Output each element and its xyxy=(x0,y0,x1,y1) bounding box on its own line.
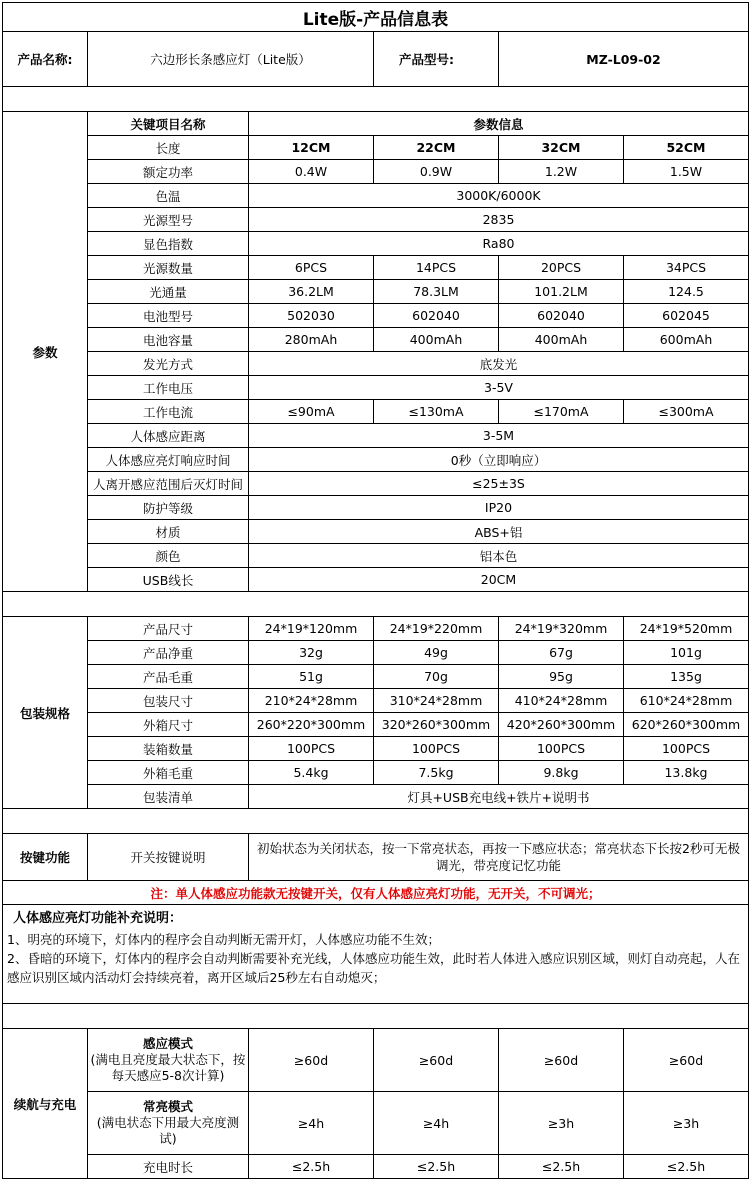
param-label: 颜色 xyxy=(88,544,249,568)
param-value: 0.4W xyxy=(249,160,374,184)
sensing-value: ≥60d xyxy=(374,1029,499,1092)
packaging-value: 410*24*28mm xyxy=(499,689,624,713)
packaging-section-label: 包装规格 xyxy=(3,617,88,809)
param-value: 600mAh xyxy=(624,328,749,352)
col-header-info: 参数信息 xyxy=(249,112,749,136)
sensing-value: ≥60d xyxy=(624,1029,749,1092)
sensing-mode-desc: (满电且亮度最大状态下，按每天感应5-8次计算) xyxy=(90,1052,246,1083)
param-label: 工作电流 xyxy=(88,400,249,424)
charge-time-value: ≤2.5h xyxy=(499,1155,624,1179)
param-value: 3-5M xyxy=(249,424,749,448)
param-label: 光通量 xyxy=(88,280,249,304)
sensing-value: ≥60d xyxy=(499,1029,624,1092)
param-value: 20PCS xyxy=(499,256,624,280)
param-value: ≤25±3S xyxy=(249,472,749,496)
param-value: 124.5 xyxy=(624,280,749,304)
always-on-mode-title: 常亮模式 xyxy=(142,1099,193,1114)
charge-time-label: 充电时长 xyxy=(88,1155,249,1179)
param-value: 2835 xyxy=(249,208,749,232)
packaging-value: 101g xyxy=(624,641,749,665)
packaging-value: 24*19*220mm xyxy=(374,617,499,641)
param-value: ≤300mA xyxy=(624,400,749,424)
always-on-mode-desc: (满电状态下用最大亮度测试) xyxy=(96,1115,240,1146)
param-label: 光源数量 xyxy=(88,256,249,280)
packaging-value: 24*19*520mm xyxy=(624,617,749,641)
param-value: 1.2W xyxy=(499,160,624,184)
button-description: 初始状态为关闭状态，按一下常亮状态，再按一下感应状态；常亮状态下长按2秒可无极调光，带亮度记忆功能 xyxy=(249,834,749,881)
param-value: 12CM xyxy=(249,136,374,160)
always-on-value: ≥4h xyxy=(249,1092,374,1155)
param-label: 发光方式 xyxy=(88,352,249,376)
packaging-value: 320*260*300mm xyxy=(374,713,499,737)
packaging-value: 100PCS xyxy=(624,737,749,761)
endurance-section-label: 续航与充电 xyxy=(3,1029,88,1179)
param-label: 工作电压 xyxy=(88,376,249,400)
spacer-row xyxy=(3,1004,749,1029)
param-value: Ra80 xyxy=(249,232,749,256)
packaging-value: 13.8kg xyxy=(624,761,749,785)
param-value: 280mAh xyxy=(249,328,374,352)
param-value: ≤170mA xyxy=(499,400,624,424)
packaging-label: 外箱毛重 xyxy=(88,761,249,785)
param-value: 36.2LM xyxy=(249,280,374,304)
packaging-label: 产品毛重 xyxy=(88,665,249,689)
param-value: 602040 xyxy=(374,304,499,328)
spacer-row xyxy=(3,87,749,112)
product-model-label: 产品型号: xyxy=(374,32,499,87)
param-value: 3-5V xyxy=(249,376,749,400)
packaging-value: 100PCS xyxy=(249,737,374,761)
param-label: 显色指数 xyxy=(88,232,249,256)
param-value: ABS+铝 xyxy=(249,520,749,544)
param-label: 材质 xyxy=(88,520,249,544)
param-value: ≤130mA xyxy=(374,400,499,424)
always-on-mode xyxy=(88,1092,249,1155)
supplement-line: 1、明亮的环境下，灯体内的程序会自动判断无需开灯，人体感应功能不生效； xyxy=(7,932,440,947)
charge-time-value: ≤2.5h xyxy=(624,1155,749,1179)
packaging-label: 包装清单 xyxy=(88,785,249,809)
param-value: 400mAh xyxy=(499,328,624,352)
param-label: USB线长 xyxy=(88,568,249,592)
sensing-value: ≥60d xyxy=(249,1029,374,1092)
param-value: 3000K/6000K xyxy=(249,184,749,208)
packaging-label: 产品净重 xyxy=(88,641,249,665)
packaging-value: 7.5kg xyxy=(374,761,499,785)
param-value: 502030 xyxy=(249,304,374,328)
param-value: 22CM xyxy=(374,136,499,160)
product-name-value: 六边形长条感应灯（Lite版） xyxy=(88,32,374,87)
notice-text: 注：单人体感应功能款无按键开关，仅有人体感应亮灯功能，无开关，不可调光； xyxy=(3,881,749,905)
param-value: 6PCS xyxy=(249,256,374,280)
always-on-value: ≥3h xyxy=(624,1092,749,1155)
packaging-value: 70g xyxy=(374,665,499,689)
param-value: 0秒（立即响应） xyxy=(249,448,749,472)
param-value: 78.3LM xyxy=(374,280,499,304)
param-value: 400mAh xyxy=(374,328,499,352)
charge-time-value: ≤2.5h xyxy=(374,1155,499,1179)
packaging-value: 24*19*120mm xyxy=(249,617,374,641)
param-value: 20CM xyxy=(249,568,749,592)
param-value: 602040 xyxy=(499,304,624,328)
param-value: IP20 xyxy=(249,496,749,520)
col-header-item: 关键项目名称 xyxy=(88,112,249,136)
packaging-value: 49g xyxy=(374,641,499,665)
packaging-value: 9.8kg xyxy=(499,761,624,785)
sensing-mode-title: 感应模式 xyxy=(142,1036,193,1051)
param-value: 34PCS xyxy=(624,256,749,280)
button-item-label: 开关按键说明 xyxy=(88,834,249,881)
param-value: 52CM xyxy=(624,136,749,160)
product-name-label: 产品名称: xyxy=(3,32,88,87)
packaging-value: 95g xyxy=(499,665,624,689)
packaging-value: 420*260*300mm xyxy=(499,713,624,737)
spacer-row xyxy=(3,809,749,834)
packaging-label: 外箱尺寸 xyxy=(88,713,249,737)
param-value: 602045 xyxy=(624,304,749,328)
packaging-label: 包装尺寸 xyxy=(88,689,249,713)
packaging-label: 装箱数量 xyxy=(88,737,249,761)
param-label: 光源型号 xyxy=(88,208,249,232)
always-on-value: ≥4h xyxy=(374,1092,499,1155)
param-label: 人体感应距离 xyxy=(88,424,249,448)
param-value: 0.9W xyxy=(374,160,499,184)
param-label: 长度 xyxy=(88,136,249,160)
param-value: 底发光 xyxy=(249,352,749,376)
product-model-value: MZ-L09-02 xyxy=(499,32,749,87)
packaging-value: 24*19*320mm xyxy=(499,617,624,641)
param-value: 14PCS xyxy=(374,256,499,280)
packaging-value: 100PCS xyxy=(374,737,499,761)
supplement-block xyxy=(3,905,749,1004)
packaging-value: 32g xyxy=(249,641,374,665)
always-on-value: ≥3h xyxy=(499,1092,624,1155)
packaging-value: 100PCS xyxy=(499,737,624,761)
param-label: 额定功率 xyxy=(88,160,249,184)
packaging-value: 67g xyxy=(499,641,624,665)
button-section-label: 按键功能 xyxy=(3,834,88,881)
supplement-title: 人体感应亮灯功能补充说明： xyxy=(13,911,183,926)
spacer-row xyxy=(3,592,749,617)
packaging-value: 5.4kg xyxy=(249,761,374,785)
supplement-line: 2、昏暗的环境下，灯体内的程序会自动判断需要补充光线，人体感应功能生效，此时若人体进入感应识别区域，则灯自动亮起，人在感应识别区域内活动灯会持续亮着，离开区域后25秒左右自动熄灭； xyxy=(7,951,740,985)
sheet-title: Lite版-产品信息表 xyxy=(3,3,749,32)
packaging-value: 610*24*28mm xyxy=(624,689,749,713)
packaging-value: 210*24*28mm xyxy=(249,689,374,713)
packaging-value: 310*24*28mm xyxy=(374,689,499,713)
params-section-label: 参数 xyxy=(3,112,88,592)
packaging-value: 135g xyxy=(624,665,749,689)
param-label: 电池容量 xyxy=(88,328,249,352)
packaging-value: 620*260*300mm xyxy=(624,713,749,737)
param-label: 防护等级 xyxy=(88,496,249,520)
packaging-label: 产品尺寸 xyxy=(88,617,249,641)
param-value: 铝本色 xyxy=(249,544,749,568)
packaging-value: 灯具+USB充电线+铁片+说明书 xyxy=(249,785,749,809)
packaging-value: 260*220*300mm xyxy=(249,713,374,737)
param-label: 人体感应亮灯响应时间 xyxy=(88,448,249,472)
param-label: 色温 xyxy=(88,184,249,208)
packaging-value: 51g xyxy=(249,665,374,689)
product-info-table xyxy=(2,2,749,1179)
param-value: 32CM xyxy=(499,136,624,160)
param-value: 101.2LM xyxy=(499,280,624,304)
param-label: 人离开感应范围后灭灯时间 xyxy=(88,472,249,496)
param-label: 电池型号 xyxy=(88,304,249,328)
param-value: ≤90mA xyxy=(249,400,374,424)
sensing-mode xyxy=(88,1029,249,1092)
param-value: 1.5W xyxy=(624,160,749,184)
charge-time-value: ≤2.5h xyxy=(249,1155,374,1179)
